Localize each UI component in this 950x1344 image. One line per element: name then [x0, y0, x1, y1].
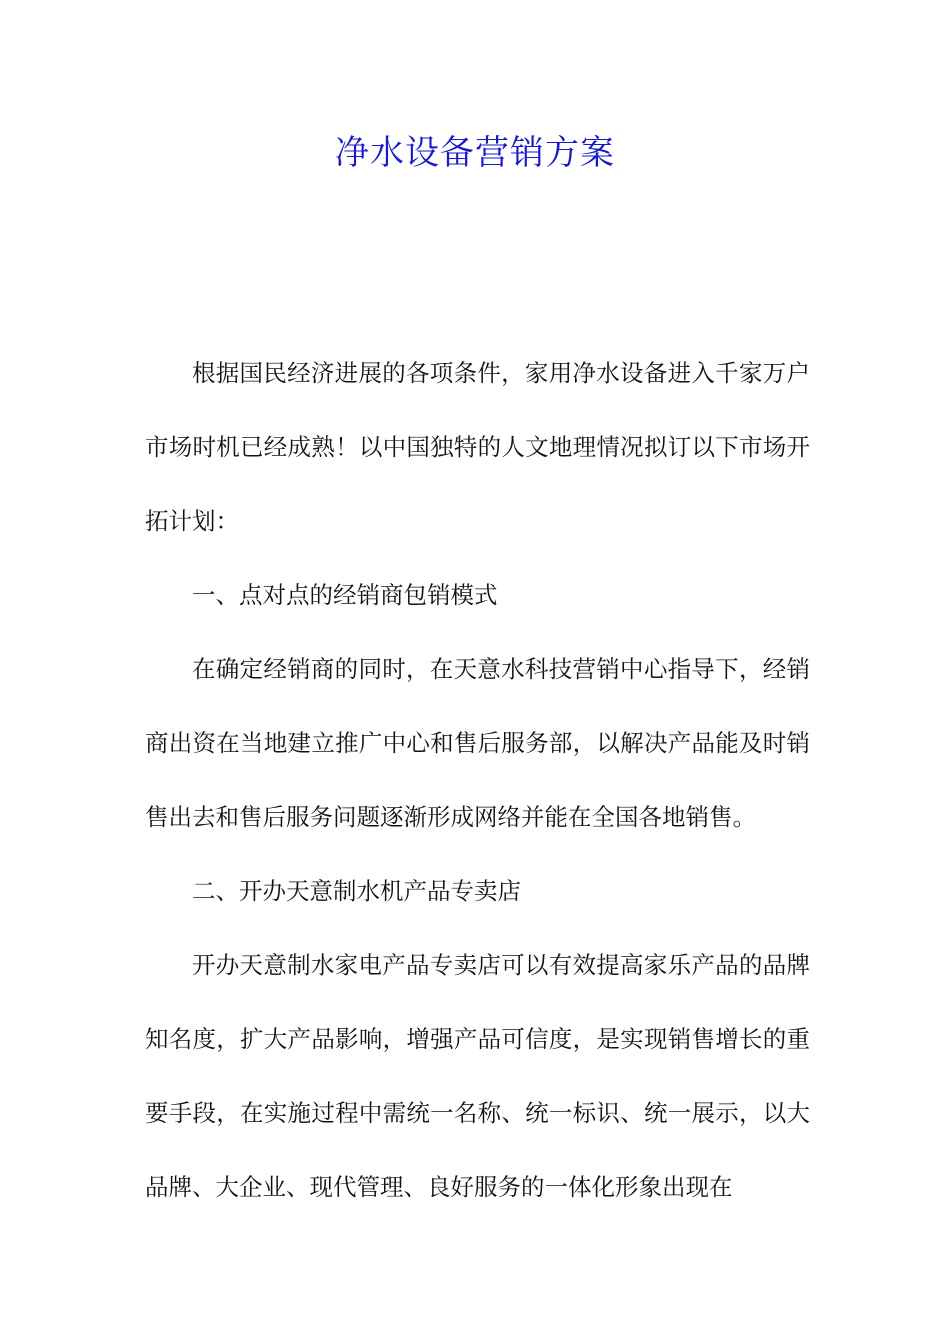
section-heading-2: 二、开办天意制水机产品专卖店 [192, 877, 521, 905]
section-heading-1: 一、点对点的经销商包销模式 [192, 581, 498, 609]
document-title: 净水设备营销方案 [335, 133, 615, 173]
paragraph-distributor: 在确定经销商的同时，在天意水科技营销中心指导下，经销商出资在当地建立推广中心和售后服务部，以解决产品能及时销售出去和售后服务问题逐渐形成网络并能在全国各地销售。 [145, 655, 810, 831]
document-body [145, 336, 810, 1224]
paragraph-intro: 根据国民经济进展的各项条件，家用净水设备进入千家万户市场时机已经成熟！以中国独特的人文地理情况拟订以下市场开拓计划： [145, 359, 810, 535]
paragraph-store: 开办天意制水家电产品专卖店可以有效提高家乐产品的品牌知名度，扩大产品影响，增强产品可信度，是实现销售增长的重要手段，在实施过程中需统一名称、统一标识、统一展示，以大品牌、大企业、现代管理、良好服务的一体化形象出现在 [145, 951, 810, 1201]
